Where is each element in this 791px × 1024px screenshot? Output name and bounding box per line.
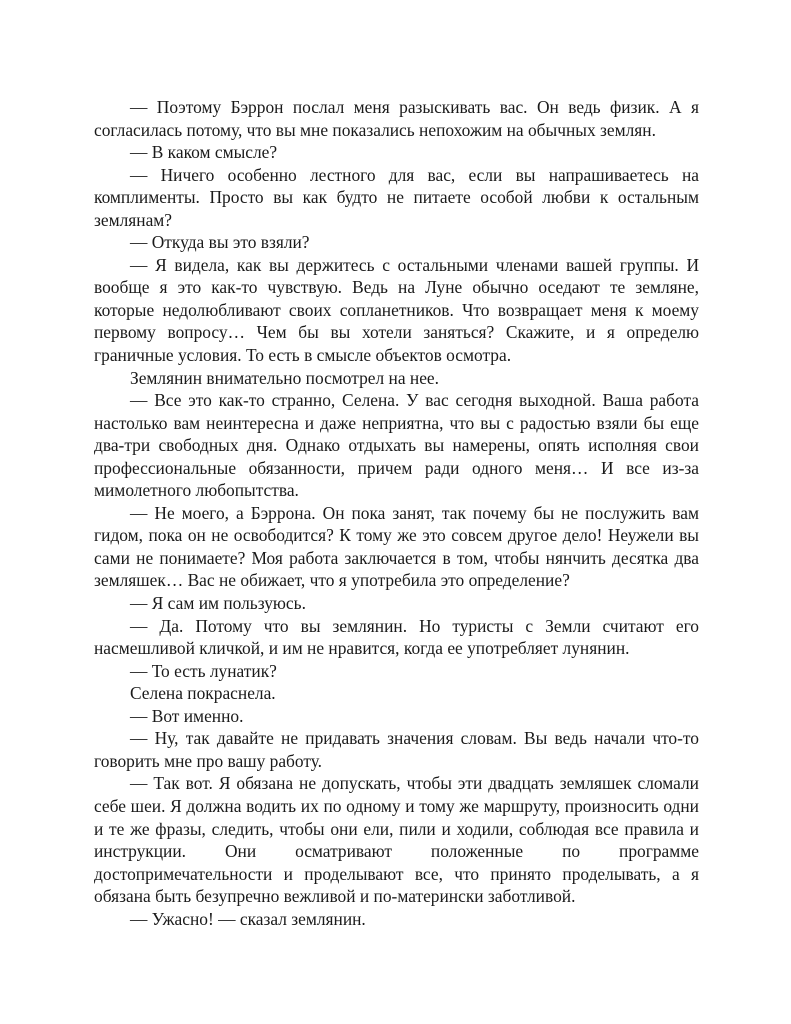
paragraph: Селена покраснела. xyxy=(130,683,276,704)
paragraph: — Да. Потому что вы землянин. Но туристы с Земли считают его насмешливой кличкой, и им не нравится, когда ее употребляет лунянин. xyxy=(94,615,699,659)
paragraph: — Не моего, а Бэррона. Он пока занят, так почему бы не послужить вам гидом, пока он не освободится? К тому же это совсем другое дело! Неужели вы сами не понимаете? Моя работа заключается в том, чтобы нянчить десятка два земляшек… Вас не обижает, что я употребила это определение? xyxy=(94,502,699,591)
paragraph: Землянин внимательно посмотрел на нее. xyxy=(130,367,439,388)
paragraph: — Ну, так давайте не придавать значения словам. Вы ведь начали что-то говорить мне про вашу работу. xyxy=(94,728,699,771)
paragraph: — Так вот. Я обязана не допускать, чтобы эти двадцать земляшек сломали себе шеи. Я должна водить их по одному и тому же маршруту, произносить одни и те же фразы, следить, чтобы они ели, пили и ходили, соблюдая все правила и инструкции. Они осматривают положенные по программе достопримечательности и проделывают все, что принято проделывать, а я обязана быть безупречно вежливой и по-матерински заботливой. xyxy=(94,773,699,907)
paragraph: — Вот именно. xyxy=(130,705,244,726)
paragraph: — Откуда вы это взяли? xyxy=(130,232,310,253)
paragraph: — Все это как-то странно, Селена. У вас сегодня выходной. Ваша работа настолько вам неинтересна и даже неприятна, что вы с радостью взяли бы еще два-три свободных дня. Однако отдыхать вы намерены, опять исполняя свои профессиональные обязанности, причем ради одного меня… И все из-за мимолетного любопытства. xyxy=(94,390,699,501)
paragraph: — Ничего особенно лестного для вас, если вы напрашиваетесь на комплименты. Просто вы как будто не питаете особой любви к остальным землянам? xyxy=(94,164,699,230)
paragraph: — Ужасно! — сказал землянин. xyxy=(130,908,366,929)
paragraph: — Поэтому Бэррон послал меня разыскивать вас. Он ведь физик. А я согласилась потому, что вы мне показались непохожим на обычных землян. xyxy=(94,97,699,140)
paragraph: — Я сам им пользуюсь. xyxy=(130,593,306,614)
paragraph: — В каком смысле? xyxy=(130,142,278,163)
paragraph: — То есть лунатик? xyxy=(130,660,277,681)
document-page xyxy=(94,96,699,930)
paragraph: — Я видела, как вы держитесь с остальными членами вашей группы. И вообще я это как-то чувствую. Ведь на Луне обычно оседают те земляне, которые недолюбливают своих сопланетников. Что возвращает меня к моему первому вопросу… Чем бы вы хотели заняться? Скажите, и я определю граничные условия. То есть в смысле объектов осмотра. xyxy=(94,254,699,366)
